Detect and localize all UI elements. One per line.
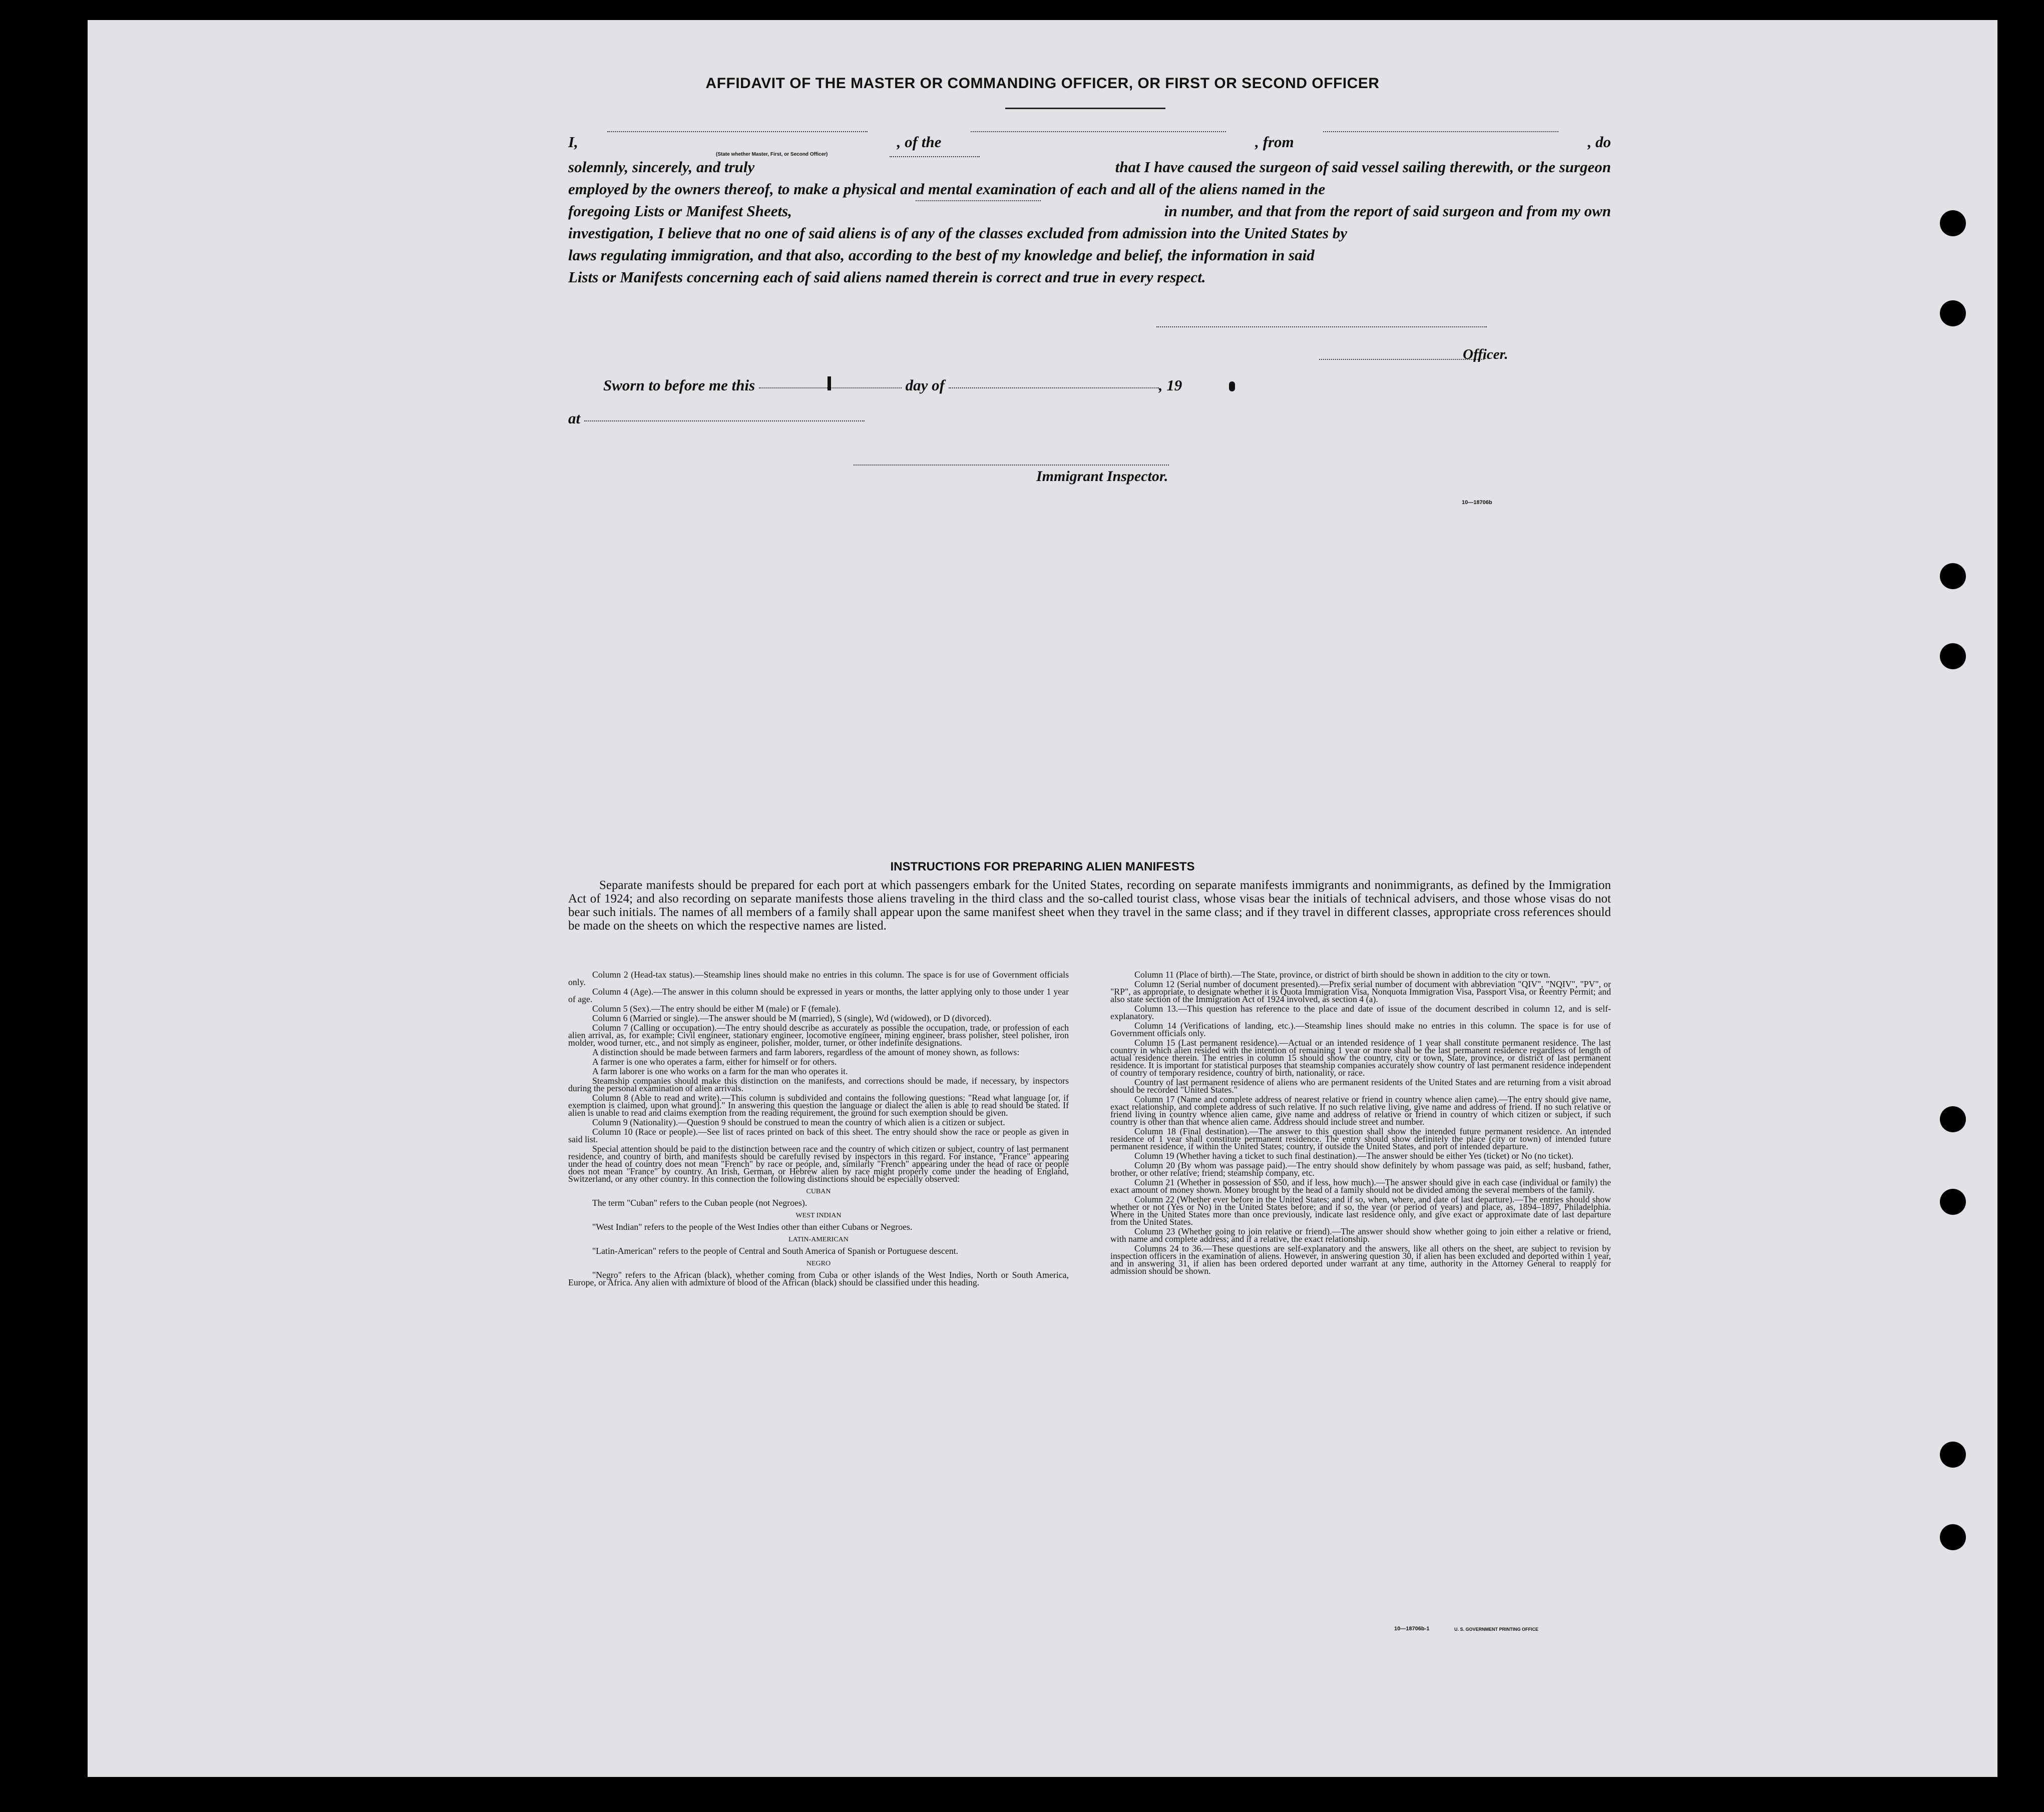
left-paragraph: Column 8 (Able to read and write).—This column is subdivided and contains the following questions: "Read what language [or, if exemption is claimed, upon what ground]." In answering this question the language or dialect the alien is able to read should be stated. If alien is unable to read and claims exemption from the reading requirement, the ground for such exemption should be given. — [568, 1093, 1069, 1118]
left-paragraph: Column 4 (Age).—The answer in this column should be expressed in years or months, the latter applying only to those under 1 year of age. — [568, 987, 1069, 1004]
affidavit-line-6 — [568, 244, 1611, 266]
footer-form-code: 10—18706b-1 — [1394, 1626, 1430, 1632]
inspector-signature-line[interactable] — [854, 465, 1169, 466]
sworn-line — [603, 376, 1269, 394]
title-underline — [1005, 108, 1165, 109]
line1-do: , do — [1587, 133, 1611, 151]
right-paragraph: Column 23 (Whether going to join relative or friend).—The answer should show whether going to join either a relative or friend, with name and complete address; and if a relative, the exact relationship. — [1110, 1226, 1611, 1244]
right-paragraph: Column 22 (Whether ever before in the United States; and if so, when, where, and date of last departure).—The entries should show whether or not (Yes or No) in the United States before; and if so, the year (or period of years) and place, as, 1894–1897, Philadelphia. Where in the United States more than once previously, indicate last residence only, and give exact or approximate date of last departure from the United States. — [1110, 1194, 1611, 1227]
right-paragraph: Columns 24 to 36.—These questions are self-explanatory and the answers, like all others on the sheet, are subject to revision by inspection officers in the examination of aliens. However, in answering question 30, if alien has been excluded and deported within 1 year, and in answering 31, if alien has been ordered deported under warrant at any time, authority in the Attorney General to reapply for admission should be shown. — [1110, 1243, 1611, 1276]
right-paragraph: Country of last permanent residence of aliens who are permanent residents of the United States and are returning from a visit abroad should be recorded "United States." — [1110, 1077, 1611, 1095]
binder-hole — [1940, 1524, 1966, 1550]
signature-line[interactable] — [1156, 326, 1487, 327]
line2-a: solemnly, sincerely, and truly — [568, 158, 755, 176]
binder-hole — [1940, 563, 1966, 589]
day-of-label: day of — [905, 376, 945, 394]
left-paragraph: Column 7 (Calling or occupation).—The entry should describe as accurately as possible the occupation, trade, or profession of each alien arrival, as, for example: Civil engineer, stationary engineer, locomotive engineer, mining engineer, brass polisher, steel polisher, iron molder, wood turner, etc., and not simply as engineer, polisher, molder, turner, or other indefinite designations. — [568, 1023, 1069, 1048]
instructions-right-column — [1110, 971, 1611, 1277]
at-label: at — [568, 409, 581, 427]
right-paragraph: Column 21 (Whether in possession of $50, and if less, how much).—The answer should give in each case (individual or family) the exact amount of money shown. Money brought by the head of a family should not be divided among the several members of the family. — [1110, 1177, 1611, 1195]
left-paragraph: A distinction should be made between farmers and farm laborers, regardless of the amount of money shown, as follows: — [592, 1047, 1020, 1057]
instructions-title: INSTRUCTIONS FOR PREPARING ALIEN MANIFESTS — [890, 860, 1195, 873]
cuban-heading: CUBAN — [806, 1188, 831, 1195]
ink-mark — [828, 376, 831, 390]
line1-from: , from — [1255, 133, 1294, 151]
binder-hole — [1940, 643, 1966, 669]
affidavit-line-5 — [568, 222, 1611, 244]
right-paragraph: Column 17 (Name and complete address of nearest relative or friend in country whence alien came).—The entry should give name, exact relationship, and complete address of such relative. If no such relative living, give name and address of friend. If no such relative or friend living in country whence alien came, give name and address of relative or friend in country of which citizen or subject, if such country is other than that whence alien came. Address should include street and number. — [1110, 1094, 1611, 1127]
affidavit-line-4 — [568, 200, 1611, 222]
right-paragraph: Column 18 (Final destination).—The answer to this question shall show the intended future permanent residence. An intended residence of 1 year shall constitute permanent residence. The entry should show definitely the place (city or town) of intended future permanent residence, if within the United States; country, if outside the United States, and port of intended departure. — [1110, 1126, 1611, 1151]
at-line — [568, 409, 865, 427]
line3: employed by the owners thereof, to make a physical and mental examination of each and all of the aliens named in the — [568, 180, 1326, 198]
ink-mark — [1229, 381, 1235, 391]
left-paragraph: Column 9 (Nationality).—Question 9 should be construed to mean the country of which alien is a citizen or subject. — [592, 1117, 1005, 1127]
sworn-month-field[interactable] — [949, 387, 1159, 388]
officer-signature-line[interactable] — [1319, 359, 1484, 360]
cuban-text: The term "Cuban" refers to the Cuban people (not Negroes). — [592, 1198, 807, 1208]
inspector-label: Immigrant Inspector. — [1036, 468, 1168, 485]
vessel-name-field[interactable] — [971, 131, 1226, 132]
right-paragraph: Column 15 (Last permanent residence).—Actual or an intended residence of 1 year shall constitute permanent residence. The last country in which alien resided with the intention of remaining 1 year or more shall be the last permanent residence regardless of length of actual residence therein. The entries in column 15 should show the country, city or town, State, province, or district of last permanent residence. It is important for statistical purposes that steamship companies accurately show country of last permanent residence independent of country of temporary residence, country of birth, nationality, or race. — [1110, 1038, 1611, 1078]
affidavit-line-3 — [568, 178, 1611, 200]
west-indian-text: "West Indian" refers to the people of the West Indies other than either Cubans or Negroes. — [592, 1222, 913, 1232]
left-paragraph: Column 2 (Head-tax status).—Steamship lines should make no entries in this column. The space is for use of Government officials only. — [568, 970, 1069, 987]
line6: laws regulating immigration, and that also, according to the best of my knowledge and belief, the information in said — [568, 246, 1315, 264]
oath-field[interactable] — [890, 156, 980, 157]
binder-hole — [1940, 300, 1966, 326]
binder-hole — [1940, 210, 1966, 236]
sworn-place-field[interactable] — [584, 420, 865, 421]
left-paragraph: Column 10 (Race or people).—See list of races printed on back of this sheet. The entry should show the race or people as given in said list. — [568, 1127, 1069, 1144]
printing-office: U. S. GOVERNMENT PRINTING OFFICE — [1454, 1627, 1539, 1632]
line1-of-the: , of the — [897, 133, 942, 151]
rank-field-note: (State whether Master, First, or Second Officer) — [716, 152, 828, 157]
affidavit-line-1 — [568, 131, 1611, 153]
right-paragraph: Column 19 (Whether having a ticket to such final destination).—The answer should be either Yes (ticket) or No (no ticket). — [1134, 1151, 1573, 1161]
line4-b: in number, and that from the report of said surgeon and from my own — [1164, 202, 1611, 220]
latin-american-heading: LATIN-AMERICAN — [788, 1236, 849, 1243]
west-indian-heading: WEST INDIAN — [795, 1212, 842, 1219]
left-paragraph: Column 5 (Sex).—The entry should be either M (male) or F (female). — [592, 1004, 841, 1014]
left-paragraph: A farm laborer is one who works on a farm for the man who operates it. — [592, 1066, 848, 1076]
instructions-intro: Separate manifests should be prepared for each port at which passengers embark for the United States, recording on separate manifests immigrants and nonimmigrants, as defined by the Immigration Act of 1924; and also recording on separate manifests those aliens traveling in the third class and the so-called tourist class, whose visas bear the initials of technical advisers, and those whose visas do not bear such initials. The names of all members of a family shall appear upon the same manifest sheet when they travel in the same class; and if they travel in different classes, appropriate cross references should be made on the sheets on which the respective names are listed. — [568, 878, 1611, 933]
affidavit-title: AFFIDAVIT OF THE MASTER OR COMMANDING OFFICER, OR FIRST OR SECOND OFFICER — [705, 75, 1380, 92]
right-paragraph: Column 13.—This question has reference to the place and date of issue of the document described in column 12, and is self-explanatory. — [1110, 1004, 1611, 1021]
right-paragraph: Column 12 (Serial number of document presented).—Prefix serial number of document with abbreviation "QIV", "NQIV", "PV", or "RP", as appropriate, to designate whether it is Quota Immigration Visa, Nonquota Immigration Visa, Passport Visa, or Reentry Permit; and also state section of the Immigration Act of 1924 involved, as section 4 (a). — [1110, 979, 1611, 1004]
line1-i: I, — [568, 133, 578, 151]
left-paragraph: Column 6 (Married or single).—The answer should be M (married), S (single), Wd (widowed), or D (divorced). — [592, 1013, 992, 1023]
right-paragraph: Column 20 (By whom was passage paid).—The entry should show definitely by whom passage was paid, as self; husband, father, brother, or other relative; friend; steamship company, etc. — [1110, 1160, 1611, 1178]
binder-hole — [1940, 1106, 1966, 1132]
binder-hole — [1940, 1189, 1966, 1215]
negro-heading: NEGRO — [806, 1260, 831, 1267]
officer-label: Officer. — [1463, 346, 1508, 362]
line7: Lists or Manifests concerning each of said aliens named therein is correct and true in every respect. — [568, 268, 1206, 286]
left-paragraph: Steamship companies should make this distinction on the manifests, and corrections should be made, if necessary, by inspectors during the personal examination of alien arrivals. — [568, 1076, 1069, 1093]
instructions-left-column — [568, 971, 1069, 1288]
sworn-label: Sworn to before me this — [603, 376, 755, 394]
line5: investigation, I believe that no one of said aliens is of any of the classes excluded from admission into the United States by — [568, 224, 1348, 242]
affidavit-line-2 — [568, 156, 1611, 178]
negro-text: "Negro" refers to the African (black), whether coming from Cuba or other islands of the West Indies, North or South America, Europe, or Africa. Any alien with admixture of blood of the African (black) should be classified under this heading. — [568, 1270, 1069, 1287]
latin-american-text: "Latin-American" refers to the people of Central and South America of Spanish or Portuguese descent. — [592, 1246, 958, 1256]
left-paragraph: Special attention should be paid to the distinction between race and the country of which citizen or subject, country of last permanent residence, and country of birth, and manifests should be carefully revised by inspectors in this regard. For instance, "France" appearing under the head of country does not mean "French" by race or people, and, similarly "French" appearing under the head of race or people does not mean "France" by country. An Irish, German, or Hebrew alien by race might properly come under the heading of England, Switzerland, or any other country. In this connection the following distinctions should be especially observed: — [568, 1144, 1069, 1184]
line4-a: foregoing Lists or Manifest Sheets, — [568, 202, 792, 220]
right-paragraph: Column 11 (Place of birth).—The State, province, or district of birth should be shown in addition to the city or town. — [1134, 970, 1550, 980]
year-label: , 19 — [1158, 376, 1182, 394]
port-from-field[interactable] — [1323, 131, 1558, 132]
left-paragraph: A farmer is one who operates a farm, either for himself or for others. — [592, 1057, 837, 1067]
binder-hole — [1940, 1442, 1966, 1468]
affidavit-line-7 — [568, 266, 1611, 288]
sheet-count-field[interactable] — [916, 200, 1041, 201]
line2-b: that I have caused the surgeon of said vessel sailing therewith, or the surgeon — [1115, 158, 1611, 176]
officer-rank-field[interactable] — [607, 131, 868, 132]
right-paragraph: Column 14 (Verifications of landing, etc.).—Steamship lines should make no entries in this column. The space is for use of Government officials only. — [1110, 1021, 1611, 1038]
form-code: 10—18706b — [1462, 500, 1492, 506]
document-page — [88, 20, 1997, 1777]
